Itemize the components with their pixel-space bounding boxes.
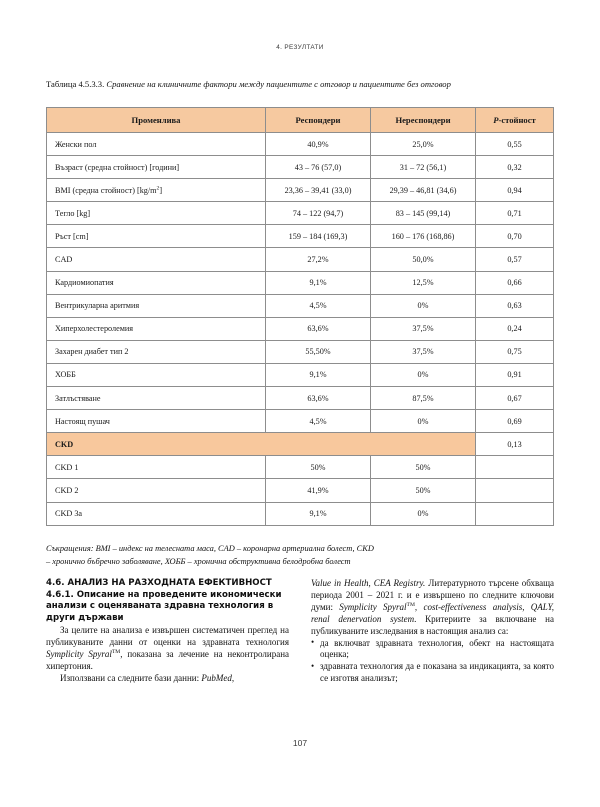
- table-row: [47, 156, 554, 179]
- ckd-group-label: CKD: [47, 433, 476, 456]
- row-pvalue: [476, 479, 554, 502]
- left-paragraph-2: [46, 673, 289, 685]
- row-responders: 4,5%: [266, 294, 371, 317]
- table-row: [47, 271, 554, 294]
- left-paragraph-1: [46, 625, 289, 673]
- rp1-part-b: . Критериите за включване на публикуваните изследвания в настоящия анализ са:: [311, 613, 554, 636]
- row-label: [47, 179, 266, 202]
- table-abbreviations-note: [46, 543, 554, 568]
- page-number: 107: [292, 738, 308, 748]
- table-caption-label: Таблица 4.5.3.3.: [46, 79, 105, 89]
- row-nonresponders: 50%: [371, 479, 476, 502]
- row-pvalue: 0,32: [476, 156, 554, 179]
- row-pvalue: 0,71: [476, 202, 554, 225]
- right-paragraph-1: [311, 578, 554, 638]
- pvalue-symbol: P: [493, 115, 499, 125]
- row-responders: 40,9%: [266, 133, 371, 156]
- row-label: CKD 3a: [47, 502, 266, 525]
- row-responders: 55,50%: [266, 340, 371, 363]
- table-caption: [46, 79, 554, 90]
- table-row: [47, 248, 554, 271]
- list-item: • здравната технология да е показана за индикацията, за която се изготвя анализът;: [311, 661, 554, 685]
- row-pvalue: 0,94: [476, 179, 554, 202]
- table-row: [47, 133, 554, 156]
- table-row: [47, 410, 554, 433]
- row-responders: 41,9%: [266, 479, 371, 502]
- row-label: Женски пол: [47, 133, 266, 156]
- row-pvalue: 0,91: [476, 363, 554, 386]
- row-label: Вентрикуларна аритмия: [47, 294, 266, 317]
- row-label: Възраст (средна стойност) [години]: [47, 156, 266, 179]
- lp1-trademark: TM: [111, 649, 121, 656]
- column-header-pvalue: [476, 108, 554, 133]
- row-nonresponders: 50%: [371, 456, 476, 479]
- left-column: [46, 578, 289, 685]
- row-responders: 74 – 122 (94,7): [266, 202, 371, 225]
- right-column: [311, 578, 554, 685]
- table-group-row-ckd: [47, 433, 554, 456]
- row-label: Захарен диабет тип 2: [47, 340, 266, 363]
- inclusion-criteria-list: [311, 638, 554, 686]
- row-nonresponders: 37,5%: [371, 340, 476, 363]
- table-header-row: [47, 108, 554, 133]
- row-pvalue: [476, 502, 554, 525]
- row-nonresponders: 0%: [371, 363, 476, 386]
- row-label-superscript: 2: [156, 185, 160, 191]
- row-label-tail: ]: [159, 185, 163, 195]
- row-pvalue: 0,63: [476, 294, 554, 317]
- row-pvalue: 0,66: [476, 271, 554, 294]
- table-row: [47, 340, 554, 363]
- row-responders: 9,1%: [266, 363, 371, 386]
- rp1-part-a: Литературното търсене обхваща периода 2001 – 2021 г. и е извършено по следните ключови думи:: [311, 578, 554, 612]
- row-label: Тегло [kg]: [47, 202, 266, 225]
- row-nonresponders: 25,0%: [371, 133, 476, 156]
- table-row: [47, 502, 554, 525]
- row-label: CKD 2: [47, 479, 266, 502]
- row-nonresponders: 87,5%: [371, 387, 476, 410]
- note-line-2: – хронично бъбречно заболяване, ХОББ – хронична обструктивна белодробна болест: [46, 556, 351, 566]
- row-nonresponders: 160 – 176 (168,86): [371, 225, 476, 248]
- row-label: ХОББ: [47, 363, 266, 386]
- row-responders: 159 – 184 (169,3): [266, 225, 371, 248]
- row-label-text: BMI (средна стойност) [kg/m: [55, 185, 157, 195]
- row-responders: 4,5%: [266, 410, 371, 433]
- row-responders: 27,2%: [266, 248, 371, 271]
- clinical-factors-table: [46, 107, 554, 526]
- row-pvalue: 0,67: [476, 387, 554, 410]
- row-nonresponders: 0%: [371, 410, 476, 433]
- section-heading-major: 4.6. АНАЛИЗ НА РАЗХОДНАТА ЕФЕКТИВНОСТ: [46, 578, 272, 588]
- row-label: Настоящ пушач: [47, 410, 266, 433]
- row-label: CKD 1: [47, 456, 266, 479]
- lp1-product-name: Symplicity Spyral: [46, 649, 112, 660]
- row-pvalue: 0,75: [476, 340, 554, 363]
- running-head: 4. РЕЗУЛТАТИ: [276, 44, 324, 51]
- row-responders: 63,6%: [266, 387, 371, 410]
- row-responders: 23,36 – 39,41 (33,0): [266, 179, 371, 202]
- list-item: • да включват здравната технология, обект на настоящата оценка;: [311, 638, 554, 662]
- table-row: [47, 225, 554, 248]
- row-responders: 50%: [266, 456, 371, 479]
- table-row: [47, 294, 554, 317]
- rp1-keywords: , cost-effectiveness analysis, QALY, renal denervation system: [311, 601, 554, 624]
- row-responders: 63,6%: [266, 317, 371, 340]
- rp1-journal-names: Value in Health, CEA Registry.: [311, 578, 426, 588]
- row-nonresponders: 0%: [371, 294, 476, 317]
- row-responders: 43 – 76 (57,0): [266, 156, 371, 179]
- row-nonresponders: 29,39 – 46,81 (34,6): [371, 179, 476, 202]
- ckd-group-pvalue: 0,13: [476, 433, 554, 456]
- lp1-part-a: За целите на анализа е извършен систематичен преглед на публикуваните данни от оценки на здравната технология: [46, 625, 289, 648]
- lp1-part-b: , показана за лечение на неконтролирана хипертония.: [46, 649, 289, 672]
- row-nonresponders: 83 – 145 (99,14): [371, 202, 476, 225]
- pvalue-suffix: -стойност: [498, 115, 536, 125]
- table-row: [47, 202, 554, 225]
- table-row: [47, 363, 554, 386]
- rp1-product-name: Symplicity Spyral: [339, 601, 407, 612]
- column-header-variable: Променлива: [47, 108, 266, 133]
- row-nonresponders: 12,5%: [371, 271, 476, 294]
- table-row: [47, 456, 554, 479]
- lp2-database-name: PubMed,: [201, 673, 235, 683]
- row-pvalue: 0,70: [476, 225, 554, 248]
- row-pvalue: 0,69: [476, 410, 554, 433]
- row-nonresponders: 50,0%: [371, 248, 476, 271]
- table-row: [47, 387, 554, 410]
- table-body: [47, 133, 554, 526]
- section-heading-minor: 4.6.1. Описание на проведените икономически анализи с оценяваната здравна технология в други държави: [46, 589, 282, 623]
- row-pvalue: [476, 456, 554, 479]
- row-nonresponders: 37,5%: [371, 317, 476, 340]
- table-caption-title: Сравнение на клиничните фактори между пациентите с отговор и пациентите без отговор: [106, 79, 451, 89]
- row-pvalue: 0,55: [476, 133, 554, 156]
- column-header-responders: Респондери: [266, 108, 371, 133]
- table-row: [47, 479, 554, 502]
- row-pvalue: 0,24: [476, 317, 554, 340]
- row-label: Ръст [cm]: [47, 225, 266, 248]
- row-responders: 9,1%: [266, 502, 371, 525]
- column-header-nonresponders: Нереспондери: [371, 108, 476, 133]
- table-row: [47, 317, 554, 340]
- note-line-1: Съкращения: BMI – индекс на телесната маса, CAD – коронарна артериална болест, CKD: [46, 544, 374, 553]
- row-nonresponders: 0%: [371, 502, 476, 525]
- row-label: Хиперхолестеролемия: [47, 317, 266, 340]
- row-label: CAD: [47, 248, 266, 271]
- row-pvalue: 0,57: [476, 248, 554, 271]
- row-label: Кардиомиопатия: [47, 271, 266, 294]
- table-row: [47, 179, 554, 202]
- row-responders: 9,1%: [266, 271, 371, 294]
- rp1-trademark: TM: [406, 601, 415, 608]
- row-nonresponders: 31 – 72 (56,1): [371, 156, 476, 179]
- lp2-part-a: Използвани са следните бази данни:: [60, 673, 202, 683]
- section-heading-block: [46, 578, 289, 624]
- row-label: Затлъстяване: [47, 387, 266, 410]
- body-columns: [46, 578, 554, 728]
